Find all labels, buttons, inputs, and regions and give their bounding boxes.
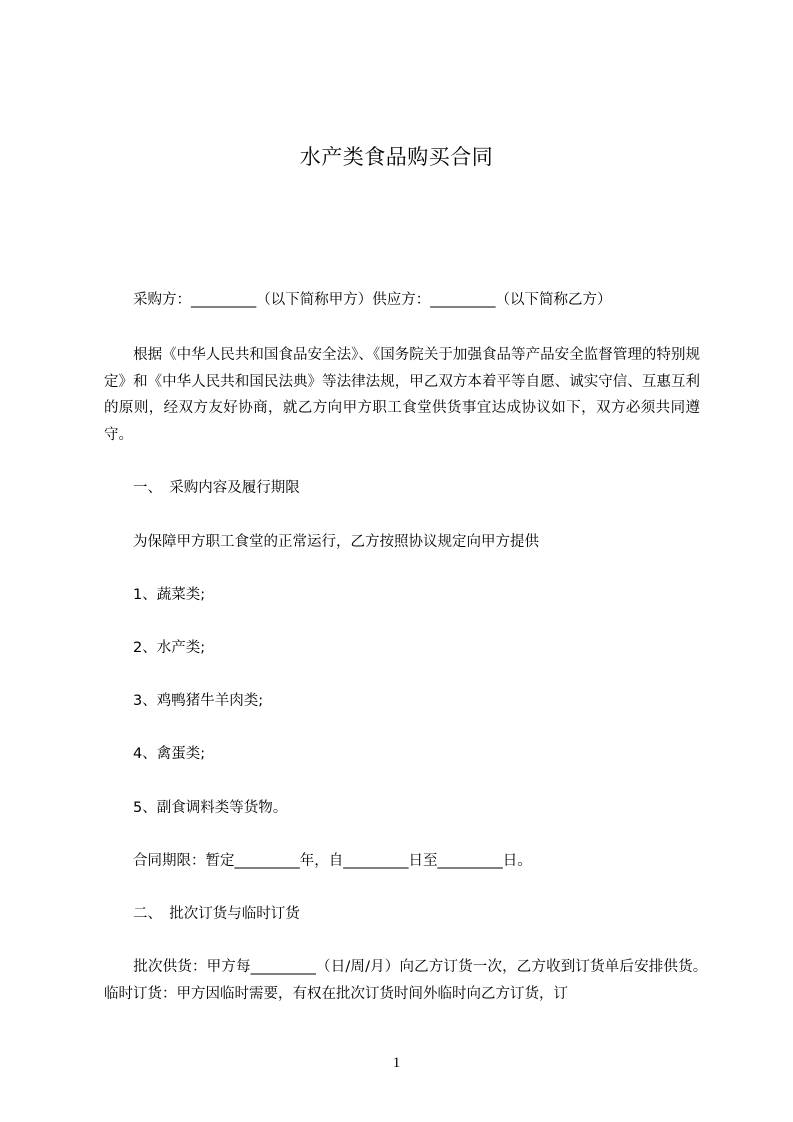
preamble-paragraph: 根据《中华人民共和国食品安全法》、《国务院关于加强食品等产品安全监督管理的特别规定》和《中华人民共和国民法典》等法律法规，甲乙双方本着平等自愿、诚实守信、互惠互利的原则，经双方友好协商，就乙方向甲方职工食堂供货事宜达成协议如下，双方必须共同遵守。: [104, 347, 700, 443]
document-title: 水产类食品购买合同: [299, 145, 494, 169]
contract-period-line: 合同期限：暂定_________年，自_________日至_________日。: [104, 853, 532, 869]
section-one-intro: 为保障甲方职工食堂的正常运行，乙方按照协议规定向甲方提供: [104, 534, 539, 550]
list-item: 5、副食调料类等货物。: [104, 800, 288, 816]
section-two-heading: 二、 批次订货与临时订货: [104, 906, 300, 922]
list-item: 2、水产类;: [104, 640, 206, 656]
batch-supply-paragraph: 批次供货：甲方每_________（日/周/月）向乙方订货一次，乙方收到订货单后安排供货。 临时订货：甲方因临时需要，有权在批次订货时间外临时向乙方订货，订: [104, 959, 715, 1002]
list-item: 4、禽蛋类;: [104, 746, 206, 762]
list-item: 3、鸡鸭猪牛羊肉类;: [104, 693, 264, 709]
parties-line: 采购方：_________（以下简称甲方）供应方：_________（以下简称乙方）: [104, 292, 612, 308]
section-one-heading: 一、 采购内容及履行期限: [104, 480, 300, 496]
page-number: 1: [392, 1055, 401, 1071]
list-item: 1、蔬菜类;: [104, 587, 206, 603]
